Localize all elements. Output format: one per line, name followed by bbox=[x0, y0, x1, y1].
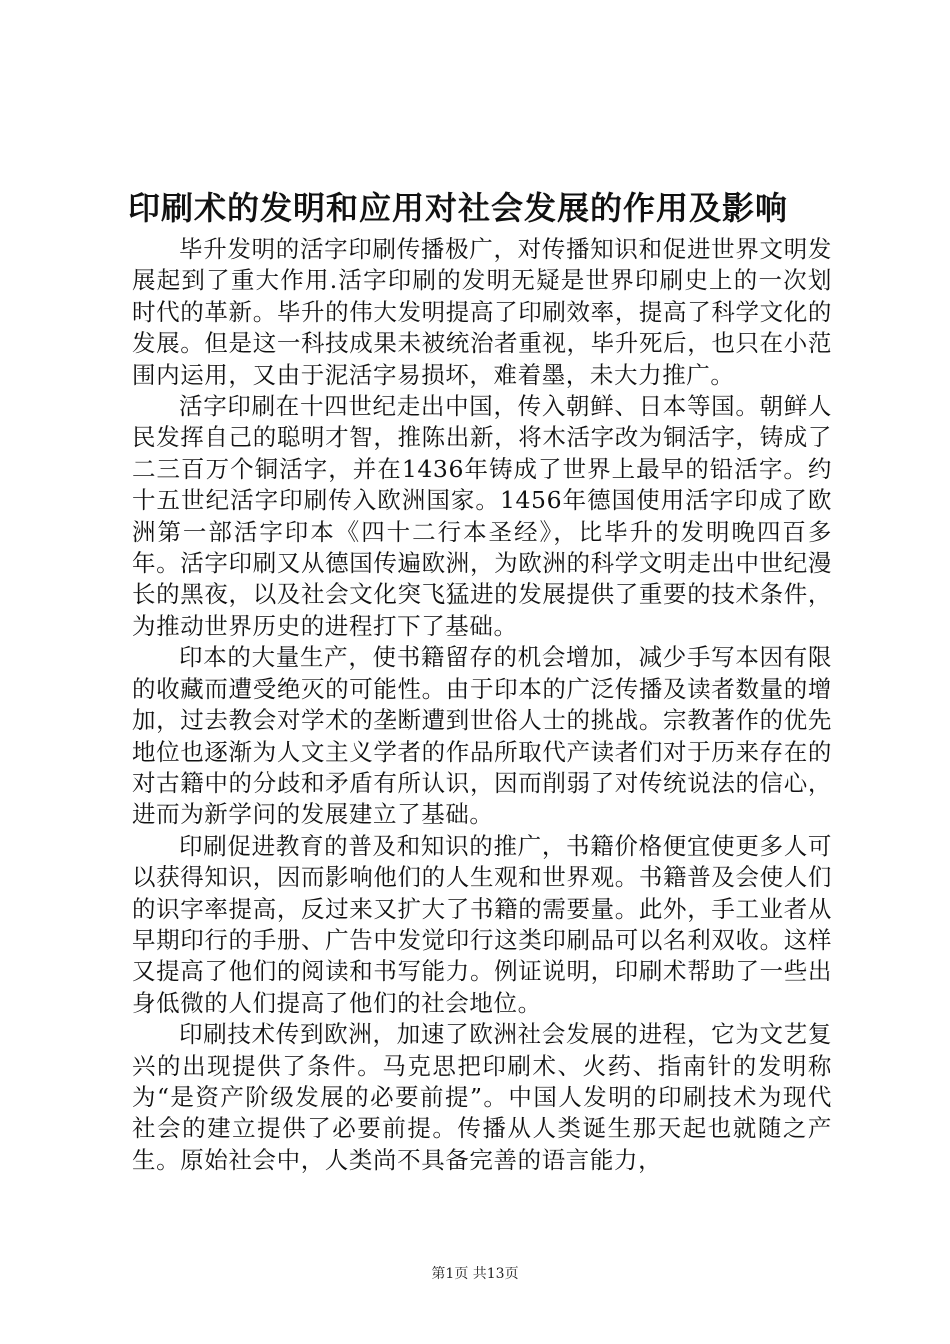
document-title: 印刷术的发明和应用对社会发展的作用及影响 bbox=[128, 189, 789, 227]
page-footer: 第1页 共13页 bbox=[431, 1266, 519, 1282]
paragraph-4: 印刷促进教育的普及和知识的推广，书籍价格便宜使更多人可以获得知识，因而影响他们的人生观和世界观。书籍普及会使人们的识字率提高，反过来又扩大了书籍的需要量。此外，手工业者从早期印行的手册、广告中发觉印行这类印刷品可以名利双收。这样又提高了他们的阅读和书写能力。例证说明，印刷术帮助了一些出身低微的人们提高了他们的社会地位。 bbox=[132, 831, 832, 1017]
document-body bbox=[132, 234, 832, 1176]
paragraph-2: 活字印刷在十四世纪走出中国，传入朝鲜、日本等国。朝鲜人民发挥自己的聪明才智，推陈出新，将木活字改为铜活字，铸成了二三百万个铜活字，并在1436年铸成了世界上最早的铅活字。约十五世纪活字印刷传入欧洲国家。1456年德国使用活字印成了欧洲第一部活字印本《四十二行本圣经》，比毕升的发明晚四百多年。活字印刷又从德国传遍欧洲，为欧洲的科学文明走出中世纪漫长的黑夜，以及社会文化突飞猛进的发展提供了重要的技术条件，为推动世界历史的进程打下了基础。 bbox=[132, 392, 832, 640]
paragraph-5: 印刷技术传到欧洲，加速了欧洲社会发展的进程，它为文艺复兴的出现提供了条件。马克思把印刷术、火药、指南针的发明称为“是资产阶级发展的必要前提”。中国人发明的印刷技术为现代社会的建立提供了必要前提。传播从人类诞生那天起也就随之产生。原始社会中，人类尚不具备完善的语言能力， bbox=[132, 1020, 832, 1174]
paragraph-1: 毕升发明的活字印刷传播极广，对传播知识和促进世界文明发展起到了重大作用.活字印刷的发明无疑是世界印刷史上的一次划时代的革新。毕升的伟大发明提高了印刷效率，提高了科学文化的发展。但是这一科技成果未被统治者重视，毕升死后，也只在小范围内运用，又由于泥活字易损坏，难着墨，未大力推广。 bbox=[132, 235, 832, 389]
paragraph-3: 印本的大量生产，使书籍留存的机会增加，减少手写本因有限的收藏而遭受绝灭的可能性。由于印本的广泛传播及读者数量的增加，过去教会对学术的垄断遭到世俗人士的挑战。宗教著作的优先地位也逐渐为人文主义学者的作品所取代产读者们对于历来存在的对古籍中的分歧和矛盾有所认识，因而削弱了对传统说法的信心，进而为新学问的发展建立了基础。 bbox=[132, 643, 832, 829]
